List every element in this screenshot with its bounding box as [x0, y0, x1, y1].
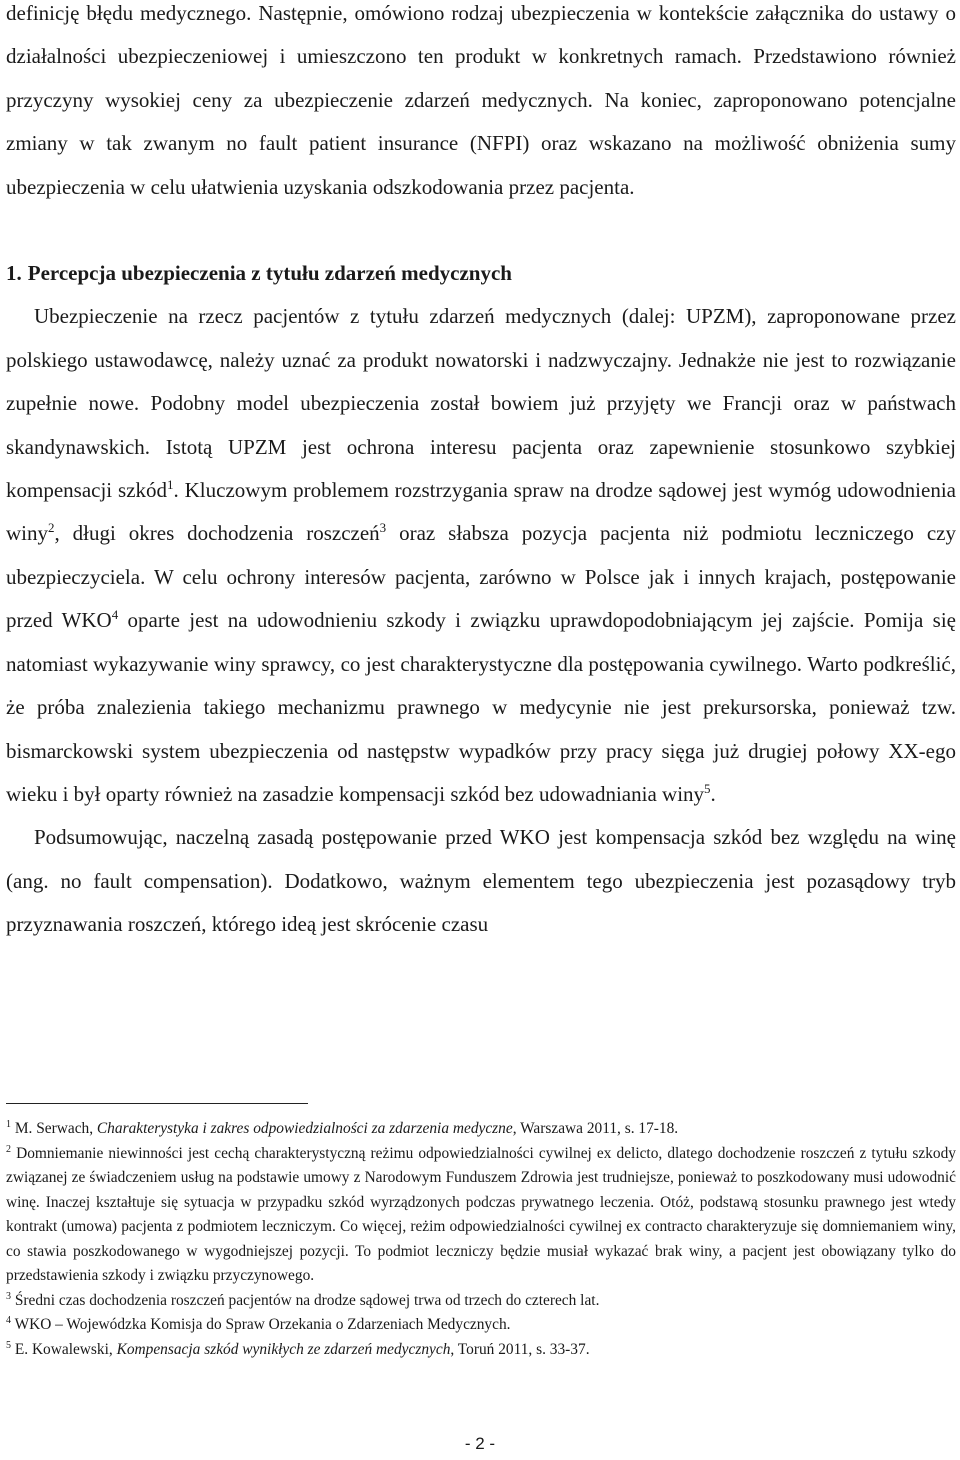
paragraph-text: oparte jest na udowodnieniu szkody i związku uprawdopodobniającym jej zajście. Pomija się natomiast wykazywanie winy sprawcy, co jest charakterystyczne dla postępowania cywilnego. Warto podkreślić, że próba znalezienia takiego mechanizmu prawnego w medycynie nie jest prekursorska, ponieważ tzw. bismarckowski system ubezpieczenia od następstw wypadków przy pracy sięga już drugiej połowy XX-ego wieku i był oparty również na zasadzie kompensacji szkód bez udowadniania winy: [6, 608, 956, 806]
body-paragraph-2: Podsumowując, naczelną zasadą postępowanie przed WKO jest kompensacja szkód bez względu na winę (ang. no fault compensation). Dodatkowo, ważnym elementem tego ubezpieczenia jest pozasądowy tryb przyznawania roszczeń, którego ideą jest skrócenie czasu: [6, 825, 956, 937]
footnote-ref-3[interactable]: 3: [379, 520, 387, 536]
footnote-text: Średni czas dochodzenia roszczeń pacjentów na drodze sądowej trwa od trzech do czterech lat.: [11, 1291, 600, 1309]
body-paragraph-1: [6, 295, 956, 816]
section-number: 1.: [6, 261, 22, 286]
main-text: [6, 0, 956, 947]
footnote-text: Domniemanie niewinności jest cechą charakterystyczną reżimu odpowiedzialności cywilnej ex delicto, dlatego dochodzenie roszczeń z tytułu szkody związanej ze świadczeniem usług na podstawie umowy z Narodowym Funduszem Zdrowia jest trudniejsze, ponieważ to poszkodowany musi udowodnić winę. Inaczej kształtuje się sytuacja w przypadku szkód wyrządzonych podczas prywatnego leczenia. Otóż, podstawą stosunku prawnego jest wtedy kontrakt (umowa) pacjenta z podmiotem leczniczym. Co więcej, reżim odpowiedzialności cywilnej ex contracto charakteryzuje się domniemaniem winy, co stawia poszkodowanego w wygodniejszej pozycji. To podmiot leczniczy będzie musiał wykazać brak winy, a pacjent jest obowiązany tylko do przedstawienia szkody i związku przyczynowego.: [6, 1144, 956, 1284]
footnote-title: Charakterystyka i zakres odpowiedzialności za zdarzenia medyczne: [96, 1120, 513, 1137]
footnote: [6, 1289, 956, 1314]
footnote-ref-4[interactable]: 4: [111, 607, 119, 623]
paragraph-text: , długi okres dochodzenia roszczeń: [54, 521, 380, 546]
footnote: [6, 1117, 956, 1142]
footnote-ref-1[interactable]: 1: [167, 477, 174, 493]
footnote-text: WKO – Wojewódzka Komisja do Spraw Orzekania o Zdarzeniach Medycznych.: [11, 1316, 511, 1333]
footnote-number: 4: [6, 1315, 11, 1326]
footnote-ref-5[interactable]: 5: [704, 780, 711, 796]
footnote: [6, 1338, 956, 1363]
footnote: [6, 1142, 956, 1289]
paragraph-text: . Kluczowym problemem rozstrzygania spraw na drodze sądowej jest wymóg udowodnienia winy: [6, 478, 956, 546]
footnote: [6, 1313, 956, 1338]
page-number: - 2 -: [464, 1434, 496, 1453]
footnote-text: , Toruń 2011, s. 33-37.: [450, 1340, 590, 1358]
footnote-number: 3: [6, 1290, 11, 1302]
paragraph-text: oraz słabsza pozycja pacjenta niż podmiotu leczniczego czy ubezpieczyciela. W celu ochrony interesów pacjenta, zarówno w Polsce jak i innych krajach, postępowanie przed WKO: [6, 521, 956, 633]
footnote-number: 5: [6, 1339, 11, 1351]
footnote-number: 2: [6, 1143, 11, 1155]
footnote-text: , Warszawa 2011, s. 17-18.: [512, 1120, 679, 1137]
footnote-separator: [6, 1103, 308, 1104]
footnote-text: E. Kowalewski,: [11, 1340, 117, 1358]
footnotes: [6, 1117, 956, 1362]
intro-paragraph: definicję błędu medycznego. Następnie, omówiono rodzaj ubezpieczenia w kontekście załącznika do ustawy o działalności ubezpieczeniowej i umieszczono ten produkt w konkretnych ramach. Przedstawiono również przyczyny wysokiej ceny za ubezpieczenie zdarzeń medycznych. Na koniec, zaproponowano potencjalne zmiany w tak zwanym no fault patient insurance (NFPI) oraz wskazano na możliwość obniżenia sumy ubezpieczenia w celu ułatwienia uzyskania odszkodowania przez pacjenta.: [6, 1, 956, 199]
footnote-title: Kompensacja szkód wynikłych ze zdarzeń medycznych: [116, 1340, 451, 1358]
footnote-text: M. Serwach,: [11, 1120, 97, 1137]
paragraph-text: .: [710, 781, 716, 806]
footnote-number: 1: [6, 1119, 11, 1130]
section-title: Percepcja ubezpieczenia z tytułu zdarzeń medycznych: [27, 261, 512, 286]
section-heading: [6, 252, 956, 295]
footnote-ref-2[interactable]: 2: [48, 520, 55, 536]
paragraph-text: Ubezpieczenie na rzecz pacjentów z tytułu zdarzeń medycznych (dalej: UPZM), zaproponowane przez polskiego ustawodawcę, należy uznać za produkt nowatorski i nadzwyczajny. Jednakże nie jest to rozwiązanie zupełnie nowe. Podobny model ubezpieczenia został bowiem już przyjęty we Francji oraz w państwach skandynawskich. Istotą UPZM jest ochrona interesu pacjenta oraz zapewnienie stosunkowo szybkiej kompensacji szkód: [6, 304, 956, 503]
